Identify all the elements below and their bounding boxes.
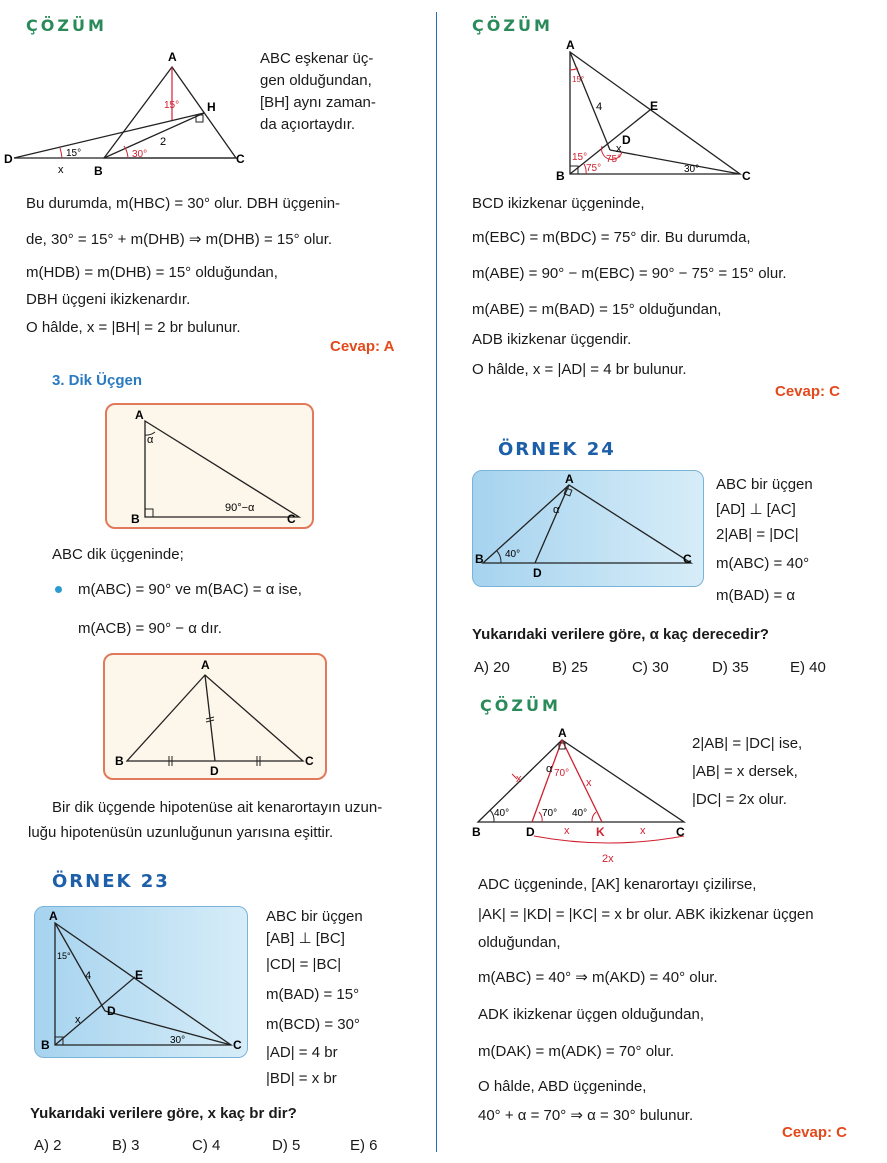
cozum2-line-3: m(ABE) = 90° − m(EBC) = 90° − 75° = 15° olur. [472, 265, 787, 282]
hypotenuse-text-2: luğu hipotenüsün uzunluğunun yarısına eşittir. [28, 824, 334, 841]
label-a: A [168, 50, 177, 64]
c3-label-b: B [472, 825, 481, 839]
section-intro: ABC dik üçgeninde; [52, 546, 184, 563]
answer-3: Cevap: C [782, 1124, 848, 1141]
c3-label-a: A [558, 726, 567, 740]
ornek24-heading: ÖRNEK 24 [498, 439, 616, 460]
cozum1-line-3: m(HDB) = m(DHB) = 15° olduğundan, [26, 264, 278, 281]
o24-label-d: D [533, 566, 542, 580]
rule-1: m(ABC) = 90° ve m(BAC) = α ise, [78, 581, 302, 598]
cozum2-line-4: m(ABE) = m(BAD) = 15° olduğundan, [472, 301, 722, 318]
cozum3-line-4: m(ABC) = 40° ⇒ m(AKD) = 40° olur. [478, 969, 718, 986]
fig1-angle: 90°−α [225, 502, 255, 514]
ornek23-option-a: A) 2 [34, 1137, 62, 1154]
fig2-label-b: B [115, 754, 124, 768]
ornek24-figure-box [472, 470, 704, 587]
c2-label-c: C [742, 169, 751, 182]
angle-15-h: 15° [164, 100, 180, 111]
label-b: B [94, 164, 103, 178]
c2-label-4: 4 [596, 101, 603, 113]
label-x: x [58, 164, 64, 176]
c2-angle-75b: 75° [606, 154, 622, 165]
ornek23-question: Yukarıdaki verilere göre, x kaç br dir? [30, 1105, 297, 1122]
angle-30: 30° [132, 149, 148, 160]
o23-label-x: x [75, 1014, 81, 1026]
ornek23-option-c: C) 4 [192, 1137, 221, 1154]
cozum3-line-3: olduğundan, [478, 934, 561, 951]
o24-label-a: A [565, 472, 574, 486]
ornek23-figure-box [34, 906, 248, 1058]
c3-angle-40-b: 40° [494, 808, 510, 819]
cozum3-line-8: 40° + α = 70° ⇒ α = 30° bulunur. [478, 1107, 694, 1124]
c3-x-ak: x [586, 777, 592, 789]
cozum3-line-5: ADK ikizkenar üçgen olduğundan, [478, 1006, 704, 1023]
ornek24-option-e: E) 40 [790, 659, 826, 676]
o23-label-e: E [135, 968, 144, 982]
c2-angle-75a: 75° [586, 163, 602, 174]
cozum2-line-6: O hâlde, x = |AD| = 4 br bulunur. [472, 361, 687, 378]
label-2: 2 [160, 136, 167, 148]
c3-x-kc: x [640, 825, 646, 837]
cozum1-line-5: O hâlde, x = |BH| = 2 br bulunur. [26, 319, 241, 336]
o23-label-d: D [107, 1004, 116, 1018]
cozum3-line-1: ADC üçgeninde, [AK] kenarortayı çizilirse, [478, 876, 757, 893]
hypotenuse-text-1: Bir dik üçgende hipotenüse ait kenarortayın uzun- [52, 799, 383, 816]
fig2-label-c: C [305, 754, 314, 768]
c3-angle-70-d: 70° [542, 808, 558, 819]
o23-angle-30: 30° [170, 1035, 186, 1046]
rule-2: m(ACB) = 90° − α dır. [78, 620, 222, 637]
cozum-heading-1: ÇÖZÜM [26, 16, 107, 35]
section-title: 3. Dik Üçgen [52, 372, 143, 389]
fig1-alpha: α [147, 434, 154, 446]
cozum1-line-4: DBH üçgeni ikizkenardır. [26, 291, 191, 308]
ornek23-option-d: D) 5 [272, 1137, 301, 1154]
c3-angle-70-a: 70° [554, 768, 570, 779]
c2-angle-top: 15° [572, 75, 585, 84]
cozum3-line-7: O hâlde, ABD üçgeninde, [478, 1078, 647, 1095]
fig2-label-a: A [201, 658, 210, 672]
label-h: H [207, 100, 216, 114]
label-c: C [236, 152, 245, 166]
answer-2: Cevap: C [775, 383, 841, 400]
o24-angle-40: 40° [505, 549, 521, 560]
ornek24-option-c: C) 30 [632, 659, 669, 676]
fig1-label-b: B [131, 512, 140, 526]
ornek23-heading: ÖRNEK 23 [52, 871, 170, 892]
o24-label-c: C [683, 552, 692, 566]
ornek24-option-d: D) 35 [712, 659, 749, 676]
cozum1-line-1: Bu durumda, m(HBC) = 30° olur. DBH üçgenin- [26, 195, 341, 212]
cozum1-line-2: de, 30° = 15° + m(DHB) ⇒ m(DHB) = 15° olur. [26, 231, 333, 248]
fig1-label-a: A [135, 408, 144, 422]
ornek24-question: Yukarıdaki verilere göre, α kaç derecedir? [472, 626, 769, 643]
right-triangle-box [105, 403, 314, 529]
c3-label-k: K [596, 825, 605, 839]
c3-x-ab: x [516, 773, 522, 785]
bullet-dot [55, 586, 62, 593]
c2-label-a: A [566, 40, 575, 52]
ornek23-option-e: E) 6 [350, 1137, 378, 1154]
label-d: D [4, 152, 13, 166]
c3-label-c: C [676, 825, 685, 839]
c2-label-d: D [622, 133, 631, 147]
fig1-label-c: C [287, 512, 296, 526]
c2-angle-30: 30° [684, 164, 700, 175]
c2-label-b: B [556, 169, 565, 182]
ornek24-option-a: A) 20 [474, 659, 510, 676]
o23-label-c: C [233, 1038, 242, 1052]
ornek24-option-b: B) 25 [552, 659, 588, 676]
cozum1-side-text: ABC eşkenar üç- gen olduğundan, [BH] aynı zaman- da açıortaydır. [260, 50, 376, 133]
o23-label-a: A [49, 909, 58, 923]
equilateral-triangle-figure [0, 45, 260, 180]
cozum3-line-6: m(DAK) = m(ADK) = 70° olur. [478, 1043, 675, 1060]
ornek24-givens: ABC bir üçgen [AD] ⊥ [AC] 2|AB| = |DC| m(ABC) = 40° m(BAD) = α [716, 476, 813, 604]
column-divider [436, 12, 437, 1152]
c3-x-dk: x [564, 825, 570, 837]
o23-label-b: B [41, 1038, 50, 1052]
o23-label-4: 4 [85, 970, 92, 982]
cozum2-line-2: m(EBC) = m(BDC) = 75° dir. Bu durumda, [472, 229, 751, 246]
cozum-heading-3: ÇÖZÜM [480, 696, 561, 715]
c3-label-d: D [526, 825, 535, 839]
o23-angle-15: 15° [57, 951, 71, 961]
c2-angle-15: 15° [572, 152, 588, 163]
answer-1: Cevap: A [330, 338, 395, 355]
median-triangle-box [103, 653, 327, 780]
c2-label-x: x [616, 143, 622, 155]
cozum3-line-2: |AK| = |KD| = |KC| = x br olur. ABK ikizkenar üçgen [478, 906, 814, 923]
cozum3-side-text: 2|AB| = |DC| ise, |AB| = x dersek, |DC| = 2x olur. [692, 735, 803, 808]
cozum2-line-5: ADB ikizkenar üçgendir. [472, 331, 632, 348]
ornek23-givens: ABC bir üçgen [AB] ⊥ [BC] |CD| = |BC| m(BAD) = 15° m(BCD) = 30° |AD| = 4 br |BD| = x br [266, 908, 363, 1087]
cozum2-figure [550, 40, 760, 182]
fig2-label-d: D [210, 764, 219, 778]
cozum3-figure [462, 724, 692, 869]
c3-alpha: α [546, 763, 553, 775]
o24-label-b: B [475, 552, 484, 566]
cozum-heading-2: ÇÖZÜM [472, 16, 553, 35]
c3-2x: 2x [602, 853, 614, 865]
c3-angle-40-k: 40° [572, 808, 588, 819]
ornek23-option-b: B) 3 [112, 1137, 140, 1154]
c2-label-e: E [650, 99, 659, 113]
cozum2-line-1: BCD ikizkenar üçgeninde, [472, 195, 645, 212]
angle-15-d: 15° [66, 148, 82, 159]
o24-alpha: α [553, 504, 560, 516]
